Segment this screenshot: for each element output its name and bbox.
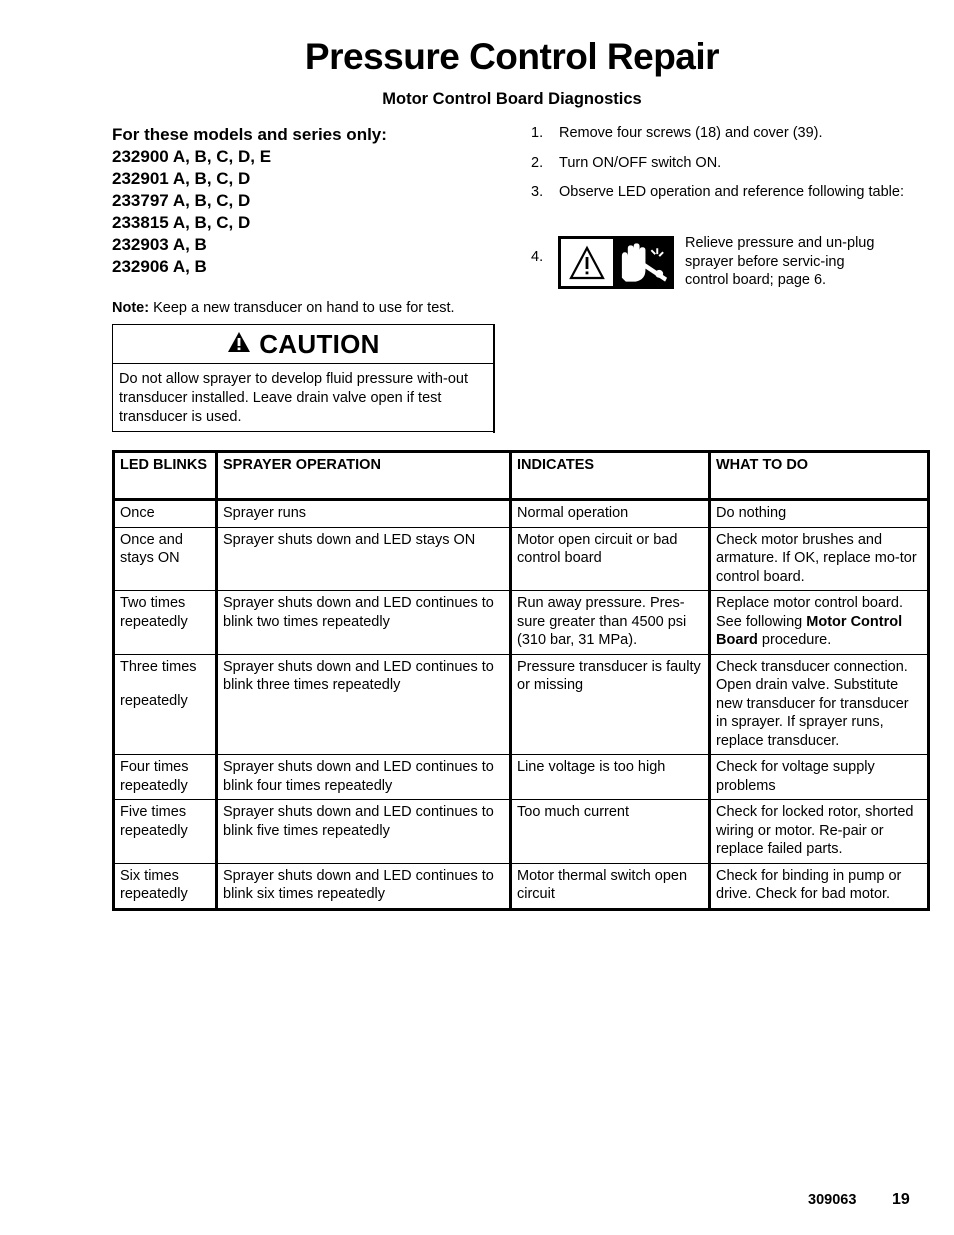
model-line: 232901 A, B, C, D	[112, 169, 251, 188]
cell-text: procedure.	[757, 632, 832, 648]
model-line: 232903 A, B	[112, 235, 207, 254]
table-cell: Six times repeatedly	[114, 863, 217, 909]
step-number: 4.	[531, 249, 544, 265]
table-row	[114, 527, 929, 591]
table-cell: Sprayer shuts down and LED continues to blink six times repeatedly	[217, 863, 511, 909]
model-line: 233815 A, B, C, D	[112, 213, 251, 232]
table-header-row	[114, 452, 929, 500]
table-cell	[710, 591, 929, 655]
table-cell: Once and stays ON	[114, 527, 217, 591]
step-text: Turn ON/OFF switch ON.	[559, 154, 722, 171]
led-diagnostics-table	[112, 450, 930, 911]
table-cell: Sprayer shuts down and LED stays ON	[217, 527, 511, 591]
table-cell: Check motor brushes and armature. If OK, replace mo-tor control board.	[710, 527, 929, 591]
page-number: 19	[892, 1191, 910, 1208]
column-header: WHAT TO DO	[710, 452, 929, 500]
models-heading: For these models and series only:	[112, 125, 387, 144]
procedure-reference: Motor Control Board	[716, 613, 903, 648]
table-cell: Normal operation	[511, 500, 710, 528]
model-line: 233797 A, B, C, D	[112, 191, 251, 210]
pressure-injection-hand-icon	[616, 239, 671, 286]
step-text: Relieve pressure and un-plug sprayer before servic-ing control board; page 6.	[685, 235, 875, 288]
table-row	[114, 863, 929, 909]
table-cell	[114, 654, 217, 755]
section-subtitle: Motor Control Board Diagnostics	[382, 90, 642, 108]
table-row	[114, 755, 929, 800]
note-text: Keep a new transducer on hand to use for test.	[149, 300, 455, 316]
step-item	[531, 154, 911, 173]
models-block	[112, 124, 387, 278]
caution-box	[112, 324, 494, 432]
table-cell: Motor thermal switch open circuit	[511, 863, 710, 909]
table-row	[114, 800, 929, 864]
document-number: 309063	[808, 1192, 857, 1208]
step-item	[531, 124, 911, 143]
cell-text: repeatedly	[120, 693, 188, 709]
table-cell: Too much current	[511, 800, 710, 864]
step-text: Observe LED operation and reference following table:	[559, 184, 904, 200]
hazard-symbol-box	[558, 236, 674, 289]
table-cell: Once	[114, 500, 217, 528]
column-header: SPRAYER OPERATION	[217, 452, 511, 500]
table-cell: Four times repeatedly	[114, 755, 217, 800]
table-cell: Sprayer shuts down and LED continues to blink two times repeatedly	[217, 591, 511, 655]
note-label: Note:	[112, 300, 150, 316]
column-header: LED BLINKS	[114, 452, 217, 500]
table-cell: Pressure transducer is faulty or missing	[511, 654, 710, 755]
table-row	[114, 591, 929, 655]
table-row	[114, 654, 929, 755]
caution-header	[113, 325, 494, 364]
cell-text: Three times	[120, 658, 197, 675]
warning-triangle-icon	[561, 239, 616, 286]
caution-word: CAUTION	[259, 328, 380, 359]
note	[112, 300, 455, 316]
table-cell: Check transducer connection. Open drain valve. Substitute new transducer for transducer in sprayer. If sprayer runs, replace transducer.	[710, 654, 929, 755]
model-line: 232900 A, B, C, D, E	[112, 147, 272, 166]
cell-text: Replace motor control board. See following	[716, 595, 903, 630]
step-number: 1.	[531, 125, 544, 141]
table-cell: Check for voltage supply problems	[710, 755, 929, 800]
table-cell: Sprayer runs	[217, 500, 511, 528]
warning-triangle-icon	[227, 331, 251, 358]
step-item	[531, 183, 911, 202]
steps-list	[531, 124, 911, 213]
step-number: 3.	[531, 184, 544, 200]
table-cell: Run away pressure. Pres-sure greater than 4500 psi (310 bar, 31 MPa).	[511, 591, 710, 655]
table-cell: Sprayer shuts down and LED continues to blink five times repeatedly	[217, 800, 511, 864]
table-cell: Check for locked rotor, shorted wiring or motor. Re-pair or replace failed parts.	[710, 800, 929, 864]
table-cell: Check for binding in pump or drive. Check for bad motor.	[710, 863, 929, 909]
step-number: 2.	[531, 154, 544, 171]
page-title: Pressure Control Repair	[304, 36, 720, 77]
caution-text: Do not allow sprayer to develop fluid pressure with-out transducer installed. Leave drain valve open if test transducer is used.	[119, 371, 468, 425]
column-header: INDICATES	[511, 452, 710, 500]
model-line: 232906 A, B	[112, 257, 207, 276]
table-cell: Five times repeatedly	[114, 800, 217, 864]
table-cell: Sprayer shuts down and LED continues to blink four times repeatedly	[217, 755, 511, 800]
table-cell: Two times repeatedly	[114, 591, 217, 655]
table-cell: Sprayer shuts down and LED continues to blink three times repeatedly	[217, 654, 511, 755]
table-cell: Do nothing	[710, 500, 929, 528]
step-text: Remove four screws (18) and cover (39).	[559, 125, 823, 141]
table-cell: Line voltage is too high	[511, 755, 710, 800]
table-row	[114, 500, 929, 528]
table-cell: Motor open circuit or bad control board	[511, 527, 710, 591]
